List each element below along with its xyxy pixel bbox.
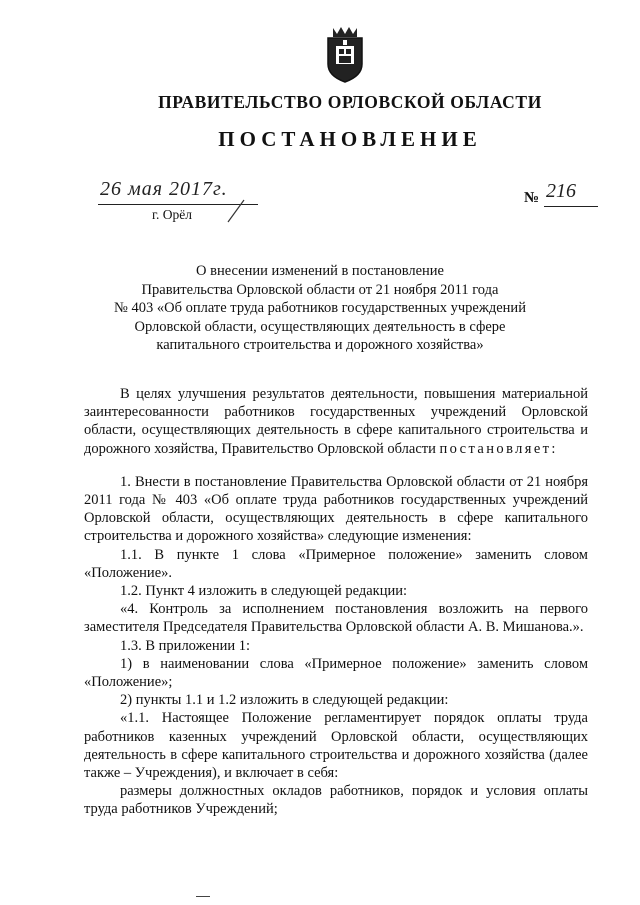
subject-line: капитального строительства и дорожного хозяйства» — [156, 337, 484, 353]
item-1-3-2-paragraph: 2) пункты 1.1 и 1.2 изложить в следующей редакции: — [120, 692, 449, 709]
preamble-text: В целях улучшения результатов деятельности, повышения материальной заинтересованности работников государственных учреждений Орловской области, осуществляющих деятельность в сфере капитального строительства и дорожного хозяйства, Правительство Орловской области — [84, 386, 588, 457]
organization-name: ПРАВИТЕЛЬСТВО ОРЛОВСКОЙ ОБЛАСТИ — [158, 92, 542, 112]
item-1-3-paragraph: 1.3. В приложении 1: — [120, 637, 251, 654]
number-handwritten: 216 — [546, 180, 576, 202]
subject-line: Правительства Орловской области от 21 ноября 2011 года — [141, 281, 499, 298]
item-1-3-1-paragraph: 1) в наименовании слова «Примерное положение» заменить словом «Положение»; — [84, 655, 588, 691]
item-1-paragraph: 1. Внести в постановление Правительства Орловской области от 21 ноября 2011 года № 403 «Об оплате труда работников государственных учреждений Орловской области, осуществляющих деятельность в сфере капитального строительства и дорожного хозяйства» следующие изменения: — [84, 473, 588, 545]
coat-of-arms-icon — [322, 24, 368, 84]
document-type-title: ПОСТАНОВЛЕНИЕ — [218, 127, 482, 151]
subject-line: № 403 «Об оплате труда работников государственных учреждений — [114, 300, 526, 316]
number-underline — [544, 206, 598, 207]
city-label: г. Орёл — [152, 207, 192, 222]
document-subject — [60, 262, 580, 355]
item-1-1-paragraph: 1.1. В пункте 1 слова «Примерное положение» заменить словом «Положение». — [84, 546, 588, 581]
handwritten-slash-mark — [222, 198, 248, 224]
new-item-1-1-paragraph: «1.1. Настоящее Положение регламентирует порядок оплаты труда работников казенных учреждений Орловской области, осуществляющих деятельность в сфере капитального строительства и дорожного хозяйства (далее также – Учреждения), и включает в себя: — [84, 710, 588, 782]
sizes-paragraph: размеры должностных окладов работников, порядок и условия оплаты труда работников Учреждений; — [84, 783, 588, 818]
decree-keyword: постановляет: — [439, 440, 558, 457]
subject-line: Орловской области, осуществляющих деятельность в сфере — [134, 318, 506, 335]
subject-line: О внесении изменений в постановление — [196, 263, 444, 279]
item-1-2-paragraph: 1.2. Пункт 4 изложить в следующей редакции: — [120, 583, 408, 600]
number-label: № — [524, 190, 540, 206]
date-handwritten: 26 мая 2017г. — [100, 178, 228, 200]
bottom-mark — [196, 896, 210, 897]
preamble-paragraph — [84, 385, 588, 458]
item-1-2-text-paragraph: «4. Контроль за исполнением постановления возложить на первого заместителя Председателя Правительства Орловской области А. В. Мишанова.». — [84, 601, 588, 636]
document-body — [84, 385, 588, 819]
